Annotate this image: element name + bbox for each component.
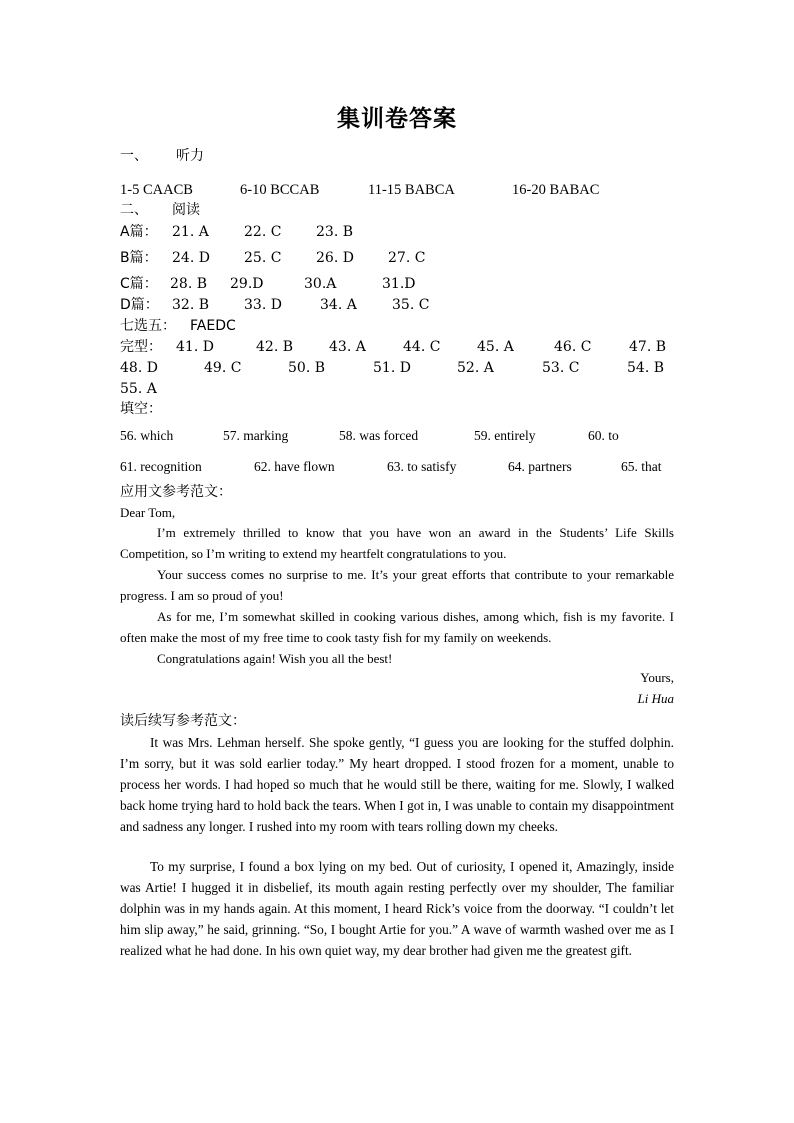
reading-a-label: A篇： [120,224,158,240]
cloze-answer: 48. D [120,360,158,376]
continuation-heading: 读后续写参考范文： [120,713,246,729]
reading-answer: 22. C [244,224,282,240]
reading-answer: 34. A [320,297,357,313]
cloze-answer: 53. C [542,360,580,376]
fill-answer: 59. entirely [474,428,536,443]
fill-answer: 63. to satisfy [387,459,457,474]
fill-answer: 64. partners [508,459,572,474]
reading-answer: 27. C [388,250,426,266]
cloze-answer: 51. D [373,360,411,376]
cloze-answer: 43. A [329,339,366,355]
cloze-answer: 42. B [256,339,294,355]
cloze-answer: 47. B [629,339,667,355]
letter-greeting: Dear Tom, [120,505,176,520]
reading-answer: 26. D [316,250,354,266]
letter-heading: 应用文参考范文： [120,484,232,500]
letter-closing: Yours, [640,670,674,685]
reading-heading-text: 阅读 [172,202,200,218]
letter-signature: Li Hua [637,691,674,706]
cloze-answer: 44. C [403,339,441,355]
cloze-answer: 55. A [120,381,157,397]
listening-heading-number: 一、 [120,148,148,164]
reading-answer: 31.D [382,276,416,292]
cloze-answer: 46. C [554,339,592,355]
reading-answer: 23. B [316,224,354,240]
seven-choose-five-answer: FAEDC [190,318,236,334]
reading-answer: 33. D [244,297,282,313]
reading-answer: 32. B [172,297,210,313]
reading-answer: 25. C [244,250,282,266]
reading-answer: 24. D [172,250,210,266]
reading-c-label: C篇： [120,276,158,292]
reading-answer: 30.A [304,276,337,292]
listening-group: 6-10 BCCAB [240,182,320,198]
page-title: 集训卷答案 [337,106,457,132]
fill-answer: 65. that [621,459,662,474]
cloze-answer: 50. B [288,360,326,376]
fill-answer: 58. was forced [339,428,419,443]
cloze-answer: 54. B [627,360,665,376]
listening-heading [120,147,204,165]
seven-choose-five-label: 七选五： [120,318,176,334]
reading-answer: 35. C [392,297,430,313]
fill-answer: 56. which [120,428,174,443]
fill-label: 填空： [120,401,162,417]
cloze-answer: 41. D [176,339,214,355]
reading-heading [120,201,200,219]
reading-answer: 28. B [170,276,208,292]
continuation-paragraph: It was Mrs. Lehman herself. She spoke gently, “I guess you are looking for the stuffed dolphin. I’m sorry, but it was sold earlier today.” My heart dropped. I stood frozen for a moment, unable to process her words. I had hoped so much that he would still be there, waiting for me. Slowly, I walked back home trying hard to hold back the tears. When I got in, I was unable to contain my disappointment and sadness any longer. I rushed into my room with tears rolling down my cheeks. [120,735,674,834]
letter-paragraph: As for me, I’m somewhat skilled in cooking various dishes, among which, fish is my favorite. I often make the most of my free time to cook tasty fish for my family on weekends. [120,609,674,645]
cloze-answer: 49. C [204,360,242,376]
fill-answer: 60. to [588,428,619,443]
listening-group: 11-15 BABCA [368,182,455,198]
cloze-label: 完型： [120,339,162,355]
cloze-answer: 45. A [477,339,514,355]
listening-group: 16-20 BABAC [512,182,600,198]
cloze-answer: 52. A [457,360,494,376]
fill-answer: 61. recognition [120,459,202,474]
reading-answer: 21. A [172,224,209,240]
listening-group: 1-5 CAACB [120,182,193,198]
reading-d-label: D篇： [120,297,159,313]
fill-answer: 57. marking [223,428,289,443]
fill-answer: 62. have flown [254,459,335,474]
letter-paragraph: I’m extremely thrilled to know that you have won an award in the Students’ Life Skills Competition, so I’m writing to extend my heartfelt congratulations to you. [120,525,674,561]
letter-paragraph: Your success comes no surprise to me. It’s your great efforts that contribute to your remarkable progress. I am so proud of you! [120,567,674,603]
listening-heading-text: 听力 [176,148,204,164]
reading-heading-number: 二、 [120,202,148,218]
reading-answer: 29.D [230,276,264,292]
letter-paragraph: Congratulations again! Wish you all the best! [157,651,393,666]
reading-b-label: B篇： [120,250,158,266]
continuation-paragraph: To my surprise, I found a box lying on my bed. Out of curiosity, I opened it, Amazingly, inside was Artie! I hugged it in disbelief, its mouth again resting perfectly over my shoulder, The familiar dolphin was in my hands again. At this moment, I heard Rick’s voice from the doorway. “I couldn’t let him slip away,” he said, grinning. “So, I bought Artie for you.” A wave of warmth washed over me as I realized what he had done. In his own quiet way, my dear brother had given me the greatest gift. [120,859,674,958]
